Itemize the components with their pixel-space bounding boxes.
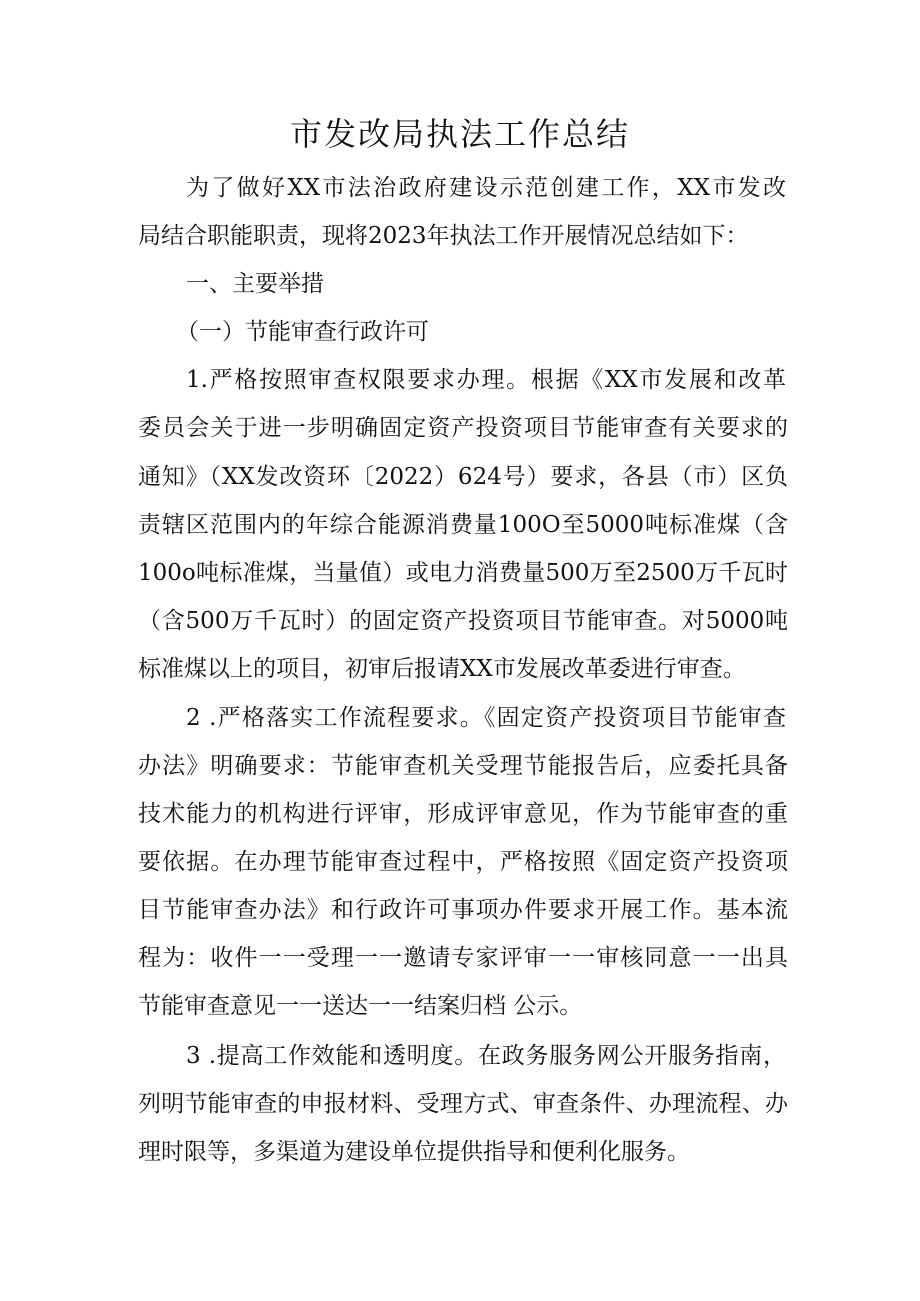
- paragraph-line: 2 .严格落实工作流程要求。《固定资产投资项目节能审查: [186, 705, 786, 731]
- paragraph-line: 办法》明确要求：节能审查机关受理节能报告后，应委托具备: [138, 753, 788, 779]
- paragraph-line: 目节能审查办法》和行政许可事项办件要求开展工作。基本流: [138, 897, 788, 923]
- paragraph-line: 标准煤以上的项目，初审后报请XX市发展改革委进行审查。: [138, 656, 746, 682]
- paragraph-line: 3 .提高工作效能和透明度。在政务服务网公开服务指南，: [186, 1043, 786, 1069]
- paragraph-line: 程为：收件一一受理一一邀请专家评审一一审核同意一一出具: [138, 945, 788, 971]
- paragraph-line: 为了做好XX市法治政府建设示范创建工作，XX市发改: [186, 175, 786, 201]
- paragraph-line: 通知》（XX发改资环〔2022）624号）要求，各县（市）区负: [138, 464, 788, 490]
- paragraph-line: 委员会关于进一步明确固定资产投资项目节能审查有关要求的: [138, 415, 788, 441]
- paragraph-line: 100o吨标准煤，当量值）或电力消费量500万至2500万千瓦时: [138, 560, 788, 586]
- document-title: 市发改局执法工作总结: [289, 115, 630, 153]
- paragraph-line: （含500万千瓦时）的固定资产投资项目节能审查。对5000吨: [138, 608, 788, 634]
- paragraph-line: 列明节能审查的申报材料、受理方式、审查条件、办理流程、办: [138, 1091, 788, 1117]
- paragraph-line: 局结合职能职责，现将2023年执法工作开展情况总结如下：: [138, 223, 749, 249]
- section-heading: 一、主要举措: [186, 271, 324, 297]
- paragraph-line: 责辖区范围内的年综合能源消费量100O至5000吨标准煤（含: [138, 512, 788, 538]
- paragraph-line: 1.严格按照审查权限要求办理。根据《XX市发展和改革: [186, 367, 786, 393]
- paragraph-line: 节能审查意见一一送达一一结案归档 公示。: [138, 993, 583, 1019]
- subsection-heading: （一）节能审查行政许可: [176, 319, 429, 345]
- paragraph-line: 技术能力的机构进行评审，形成评审意见，作为节能审查的重: [138, 801, 788, 827]
- paragraph-line: 理时限等，多渠道为建设单位提供指导和便利化服务。: [138, 1139, 690, 1165]
- paragraph-line: 要依据。在办理节能审查过程中，严格按照《固定资产投资项: [138, 849, 788, 875]
